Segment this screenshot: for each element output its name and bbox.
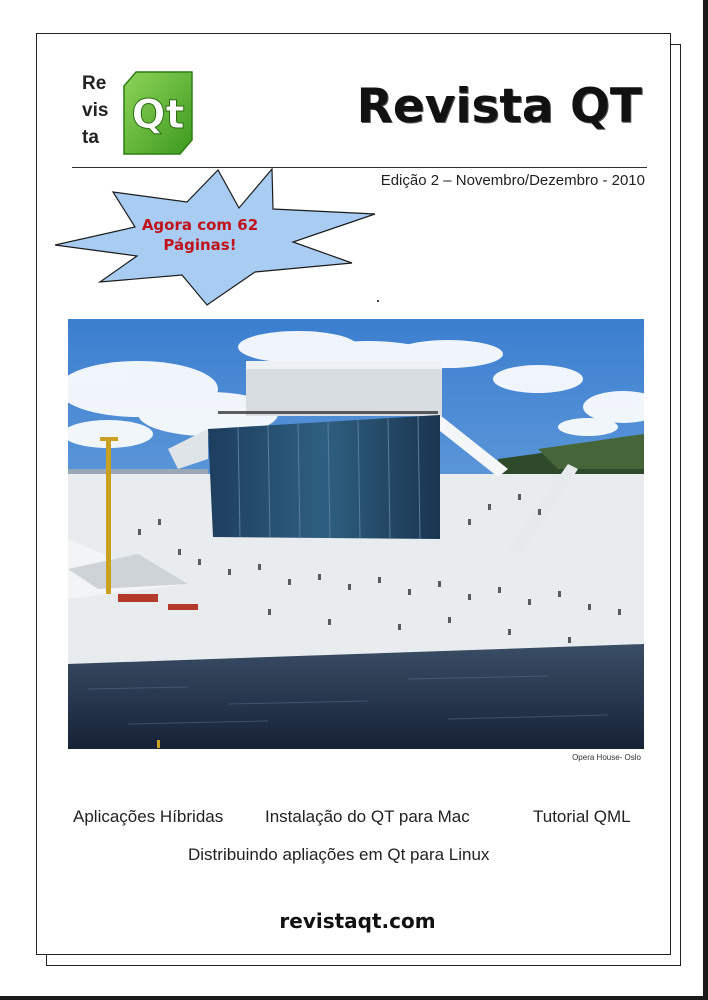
starburst-text — [118, 215, 282, 255]
starburst-line: Agora com 62 — [141, 216, 259, 234]
opera-house-photo — [68, 319, 644, 749]
topic-qt-mac-install: Instalação do QT para Mac — [265, 807, 470, 826]
page-edge-right — [703, 0, 708, 1000]
stray-mark — [157, 740, 160, 748]
stray-dot — [377, 300, 379, 302]
page-edge-bottom — [0, 996, 708, 1000]
logo-text-line: Re — [82, 73, 107, 94]
edition-info: Edição 2 – Novembro/Dezembro - 2010 — [380, 172, 645, 189]
revista-qt-logo — [82, 70, 197, 158]
topic-qml-tutorial: Tutorial QML — [533, 807, 631, 826]
logo-text-line: vis — [82, 100, 109, 121]
magazine-title: Revista QT — [356, 79, 642, 134]
topic-linux-distribution: Distribuindo apliações em Qt para Linux — [188, 845, 490, 864]
starburst-line: Páginas! — [163, 236, 237, 254]
website-url: revistaqt.com — [279, 909, 436, 933]
logo-wordmark — [82, 70, 124, 151]
topic-hybrid-apps: Aplicações Híbridas — [73, 807, 224, 826]
photo-caption: Opera House- Oslo — [572, 753, 641, 762]
qt-logo-icon — [122, 70, 194, 156]
svg-text:Qt: Qt — [131, 92, 185, 138]
logo-text-line: ta — [82, 127, 99, 148]
